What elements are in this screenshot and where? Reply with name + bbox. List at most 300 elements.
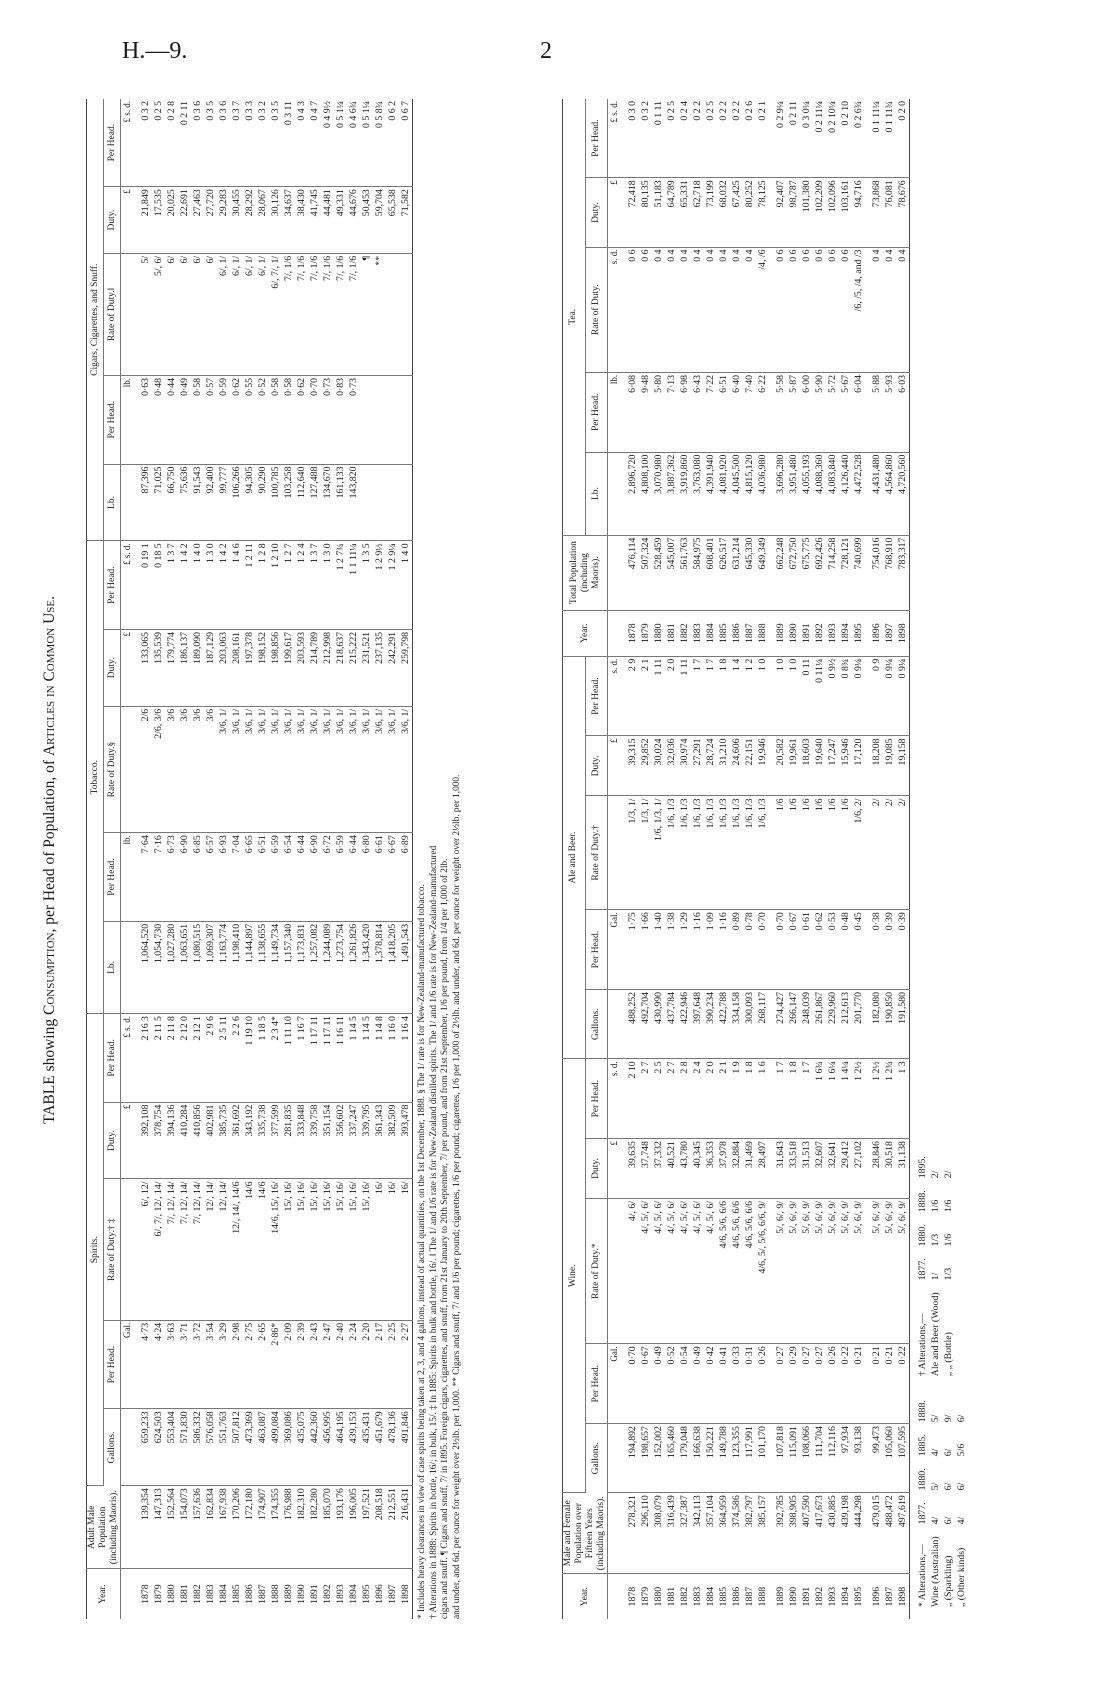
- table-cell: 15/, 16/: [282, 1179, 295, 1320]
- table-cell: 6/, 1/: [230, 253, 243, 375]
- table-cell: 430,990: [652, 989, 665, 1058]
- col-header: Duty.: [104, 629, 121, 706]
- table-cell: 0·22: [839, 1344, 852, 1424]
- fn-row: [942, 1150, 955, 1382]
- table-cell: 6·43: [691, 372, 704, 452]
- table-cell: 435,075: [295, 1409, 308, 1486]
- table-cell: 78,125: [756, 178, 769, 247]
- table-cell: 6/: [178, 253, 191, 375]
- table-cell: 1 0: [787, 656, 800, 736]
- table-cell: 0·49: [691, 1344, 704, 1424]
- table-cell: 692,426: [813, 535, 826, 610]
- table-cell: 7·40: [743, 372, 756, 452]
- table-cell: 16/: [386, 1179, 399, 1320]
- table-cell: 6·40: [730, 372, 743, 452]
- table-row: [204, 99, 217, 1619]
- table-cell: 1 2: [743, 656, 756, 736]
- table-cell: 15/, 16/: [308, 1179, 321, 1320]
- table-cell: 18,603: [800, 736, 813, 796]
- table-cell: 0·48: [152, 375, 165, 464]
- table-cell: 3/6: [178, 706, 191, 832]
- table-cell: 626,517: [717, 535, 730, 610]
- table-cell: 197,521: [360, 1486, 373, 1569]
- table-cell: 1 4 6: [230, 541, 243, 630]
- table-cell: 394,136: [165, 1102, 178, 1179]
- table-cell: 0 9¼: [883, 656, 896, 736]
- table-cell: 0 4: [704, 247, 717, 372]
- table-cell: 135,539: [152, 629, 165, 706]
- col-header: Duty.: [585, 736, 608, 796]
- spirits-tobacco-cigars-table: [86, 99, 413, 1619]
- table-cell: 7/, 12/, 14/: [178, 1179, 191, 1320]
- table-cell: 728,121: [839, 535, 852, 610]
- table-cell: 0·45: [852, 910, 865, 990]
- table-cell: 1896: [865, 610, 883, 656]
- table-cell: 422,946: [678, 989, 691, 1058]
- table-cell: 106,266: [230, 464, 243, 541]
- table-cell: 4/6, 5/, 5/6, 6/6, 9/: [756, 1199, 769, 1344]
- table-cell: 73,868: [865, 178, 883, 247]
- table-cell: 2 2 6: [230, 1014, 243, 1103]
- table-cell: 1879: [640, 1586, 651, 1607]
- table-cell: 2·86*: [269, 1320, 282, 1409]
- table-cell: 5·67: [839, 372, 852, 452]
- unit-cell: [121, 921, 135, 1013]
- table-cell: 0 3 5: [204, 99, 217, 187]
- table-cell: 37,748: [639, 1139, 652, 1199]
- table-cell: 0 6: [839, 247, 852, 372]
- table-cell: 0 2 11: [178, 99, 191, 187]
- table-cell: 4,720,560: [896, 452, 910, 535]
- table-cell: 1,027,280: [165, 921, 178, 1013]
- table-cell: 71,582: [399, 187, 413, 254]
- table-cell: 410,284: [178, 1102, 191, 1179]
- table-cell: 111,704: [813, 1424, 826, 1493]
- table-cell: 21,849: [134, 187, 152, 254]
- table-cell: 1 0: [769, 656, 787, 736]
- table-cell: 1894: [839, 610, 852, 656]
- table-cell: 1896: [374, 1584, 385, 1604]
- table-cell: 1 3 0: [321, 541, 334, 630]
- table-cell: 0 4 9½: [321, 99, 334, 187]
- unit-cell: [608, 535, 622, 610]
- table-cell: 174,355: [269, 1486, 282, 1569]
- table-cell: 0 3 0: [621, 99, 639, 178]
- table-cell: 1 2 7: [282, 541, 295, 630]
- table-cell: 3,070,980: [652, 452, 665, 535]
- table-cell: 0 4: [717, 247, 730, 372]
- table-cell: 507,812: [230, 1409, 243, 1486]
- table-cell: 1 16 0: [386, 1014, 399, 1103]
- table-cell: 1 2 4: [295, 541, 308, 630]
- table-cell: 0 2 5: [665, 99, 678, 178]
- table-cell: 7·04: [230, 833, 243, 922]
- table-cell: 1890: [788, 1586, 799, 1607]
- table-cell: 714,258: [826, 535, 839, 610]
- table-cell: 1,054,730: [152, 921, 165, 1013]
- table-cell: 5·93: [883, 372, 896, 452]
- table-cell: 364,959: [717, 1493, 730, 1574]
- table-cell: 1/6: [839, 796, 852, 910]
- table-cell: 3,696,280: [769, 452, 787, 535]
- table-cell: 7/, 1/6: [347, 253, 360, 375]
- table-cell: 196,005: [347, 1486, 360, 1569]
- table-cell: 499,084: [269, 1409, 282, 1486]
- table-cell: 274,427: [769, 989, 787, 1058]
- table-cell: 64,789: [665, 178, 678, 247]
- table-cell: 1894: [348, 1584, 359, 1604]
- table-cell: 1 8: [717, 656, 730, 736]
- table-cell: 335,738: [256, 1102, 269, 1179]
- table-cell: 19,961: [787, 736, 800, 796]
- table-cell: 103,258: [282, 464, 295, 541]
- table-cell: 154,073: [178, 1486, 191, 1569]
- table-cell: 507,324: [639, 535, 652, 610]
- table-cell: 103,161: [839, 178, 852, 247]
- table-cell: 1 6: [756, 1059, 769, 1139]
- col-header: Rate of Duty.*: [585, 1199, 608, 1344]
- table-cell: 343,192: [243, 1102, 256, 1179]
- table-cell: 1881: [179, 1584, 190, 1604]
- table-cell: 152,002: [652, 1424, 665, 1493]
- table-cell: 0 3 2: [134, 99, 152, 187]
- table-cell: 4,472,528: [852, 452, 865, 535]
- table-cell: 2·40: [334, 1320, 347, 1409]
- table-cell: 30,518: [883, 1139, 896, 1199]
- table-cell: 1 3 7: [165, 541, 178, 630]
- table-cell: 439,198: [839, 1493, 852, 1574]
- table-cell: [386, 253, 399, 375]
- table-cell: 29,283: [217, 187, 230, 254]
- table-cell: 0 2 2: [691, 99, 704, 178]
- unit-cell: £: [121, 1102, 135, 1179]
- table-cell: 198,152: [256, 629, 269, 706]
- table-cell: 0·33: [730, 1344, 743, 1424]
- table-cell: 7·16: [152, 833, 165, 922]
- table-cell: 28,846: [865, 1139, 883, 1199]
- fn-value: 2/: [943, 1170, 954, 1179]
- table-cell: 15/, 16/: [334, 1179, 347, 1320]
- table-cell: 51,183: [652, 178, 665, 247]
- table-cell: 382,509: [386, 1102, 399, 1179]
- table-cell: 0·78: [743, 910, 756, 990]
- table-cell: 91,543: [191, 464, 204, 541]
- table-cell: 182,080: [865, 989, 883, 1058]
- footnote-line: cigars and snuff. ¶ Cigars and snuff, 7/ in 1895. Foreign cigars, cigarettes, and snuff, from 21st January to 20th September, 7/ per pound, and from 21st September, 1/6 per pound, from 1/4 per 1,000 of 2lb.: [440, 858, 450, 1619]
- table-cell: 1·29: [678, 910, 691, 990]
- table-cell: 3/6, 1/: [243, 706, 256, 832]
- table-cell: 6/: [204, 253, 217, 375]
- table-cell: 754,016: [865, 535, 883, 610]
- table-cell: [360, 464, 373, 541]
- group-tobacco: Tobacco.: [87, 541, 104, 1014]
- table-cell: 7/, 12/, 14/: [191, 1179, 204, 1320]
- table-cell: 4/, 6/: [621, 1199, 639, 1344]
- table-cell: 361,343: [373, 1102, 386, 1179]
- table-cell: 0·70: [621, 1344, 639, 1424]
- table-row: [134, 99, 152, 1619]
- table-cell: 3/6, 1/: [269, 706, 282, 832]
- table-cell: 1·16: [691, 910, 704, 990]
- table-cell: 90,290: [256, 464, 269, 541]
- table-row: [386, 99, 399, 1619]
- table-cell: 6·85: [191, 833, 204, 922]
- unit-cell: Gal.: [121, 1320, 135, 1409]
- table-cell: 94,305: [243, 464, 256, 541]
- table-cell: 463,087: [256, 1409, 269, 1486]
- table-cell: 15,946: [839, 736, 852, 796]
- table-cell: 6·51: [256, 833, 269, 922]
- table-cell: 488,252: [621, 989, 639, 1058]
- table-cell: 39,635: [621, 1139, 639, 1199]
- table-cell: 4·73: [134, 1320, 152, 1409]
- table-cell: 1 4 0: [191, 541, 204, 630]
- table-cell: 1892: [814, 1586, 825, 1607]
- table-cell: 0 4: [678, 247, 691, 372]
- unit-cell: £ s. d.: [121, 1014, 135, 1103]
- table-cell: 191,580: [896, 989, 910, 1058]
- table-row: [704, 99, 717, 1619]
- table-cell: 5/, 6/, 9/: [769, 1199, 787, 1344]
- title-rest: , per Head of Population, of: [41, 759, 58, 933]
- fn-wine: [916, 1388, 968, 1619]
- table-cell: 102,096: [826, 178, 839, 247]
- table-cell: 14/6: [256, 1179, 269, 1320]
- fn-value: 6/: [943, 1516, 954, 1525]
- unit-cell: £: [608, 736, 622, 796]
- table-cell: 0 6: [621, 247, 639, 372]
- fn-year: 1880.: [917, 1468, 928, 1491]
- table-cell: 1 2 7¾: [334, 541, 347, 630]
- table-cell: 32,036: [665, 736, 678, 796]
- table-cell: 215,222: [347, 629, 360, 706]
- table-cell: 0·67: [787, 910, 800, 990]
- table-cell: 97,934: [839, 1424, 852, 1493]
- table-row: [321, 99, 334, 1619]
- table-cell: 0·70: [756, 910, 769, 990]
- table-cell: [373, 375, 386, 464]
- table-cell: 76,081: [883, 178, 896, 247]
- table-cell: 30,126: [269, 187, 282, 254]
- table-cell: 6·73: [165, 833, 178, 922]
- table-cell: 0 4 7: [308, 99, 321, 187]
- table-cell: 99,777: [217, 464, 230, 541]
- table-cell: 167,938: [217, 1486, 230, 1569]
- table-cell: 0·73: [347, 375, 360, 464]
- table-cell: 397,648: [691, 989, 704, 1058]
- table-row: [839, 99, 852, 1619]
- table-cell: 0 1 11¾: [883, 99, 896, 178]
- table-cell: 62,718: [691, 178, 704, 247]
- table-cell: 0·62: [230, 375, 243, 464]
- table-cell: 7/, 1/6: [282, 253, 295, 375]
- table-cell: 7·64: [134, 833, 152, 922]
- fn-value: 1/: [930, 1272, 941, 1281]
- col-header: Per Head.: [585, 910, 608, 990]
- table-cell: 1887: [257, 1584, 268, 1604]
- table-cell: 75,636: [178, 464, 191, 541]
- title-consumption: Consumption: [41, 932, 58, 1015]
- table-cell: 0·49: [652, 1344, 665, 1424]
- table-cell: 1893: [826, 610, 839, 656]
- table-cell: 1879: [153, 1584, 164, 1604]
- table-cell: 1,257,082: [308, 921, 321, 1013]
- table-cell: 2 8: [678, 1059, 691, 1139]
- table-cell: 28,497: [756, 1139, 769, 1199]
- unit-cell: [608, 1424, 622, 1493]
- table-cell: 161,133: [334, 464, 347, 541]
- col-header: Per Head.: [104, 99, 121, 187]
- fn-row-label: „ (Other kinds): [956, 1547, 967, 1607]
- table-cell: 5/, 6/, 9/: [800, 1199, 813, 1344]
- table-cell: 1897: [387, 1584, 398, 1604]
- table-cell: 6·00: [800, 372, 813, 452]
- table-cell: 39,315: [621, 736, 639, 796]
- table-cell: 268,117: [756, 989, 769, 1058]
- table-row: [691, 99, 704, 1619]
- fn-value: 6/: [943, 1482, 954, 1491]
- table-cell: 17,535: [152, 187, 165, 254]
- table-cell: 1/6: [813, 796, 826, 910]
- table-row: [717, 99, 730, 1619]
- unit-cell: £: [121, 187, 135, 254]
- table-cell: 1 8: [787, 1059, 800, 1139]
- table-cell: 478,136: [386, 1409, 399, 1486]
- table-row: [639, 99, 652, 1619]
- table-cell: 675,775: [800, 535, 813, 610]
- table-cell: 214,789: [308, 629, 321, 706]
- table-cell: 1/6: [826, 796, 839, 910]
- table-cell: 308,079: [652, 1493, 665, 1574]
- table-cell: 4/, 5/, 6/: [652, 1199, 665, 1344]
- col-population-over-fifteen: Male and Female Population over Fifteen Years (including Maoris).: [563, 1493, 608, 1574]
- table-cell: 0·21: [883, 1344, 896, 1424]
- table-cell: 5/, 6/, 9/: [839, 1199, 852, 1344]
- table-cell: 152,564: [165, 1486, 178, 1569]
- table-cell: 186,137: [178, 629, 191, 706]
- fn-label: * Alterations,—: [917, 1544, 928, 1607]
- table-cell: 1891: [800, 610, 813, 656]
- table-cell: 33,518: [787, 1139, 800, 1199]
- table-cell: 1 2 11: [243, 541, 256, 630]
- table-cell: 1 3 7: [308, 541, 321, 630]
- table-cell: 1889: [775, 1586, 786, 1607]
- wine-ale-tea-table: [562, 99, 910, 1619]
- fn-row: [929, 1394, 942, 1613]
- table-cell: 0·21: [852, 1344, 865, 1424]
- table-cell: 2,896,720: [621, 452, 639, 535]
- table-cell: 0 2 1: [756, 99, 769, 178]
- table-cell: 31,138: [896, 1139, 910, 1199]
- table-cell: 393,478: [399, 1102, 413, 1179]
- table-cell: 6/: [191, 253, 204, 375]
- table-cell: 20,025: [165, 187, 178, 254]
- table-cell: 0·61: [800, 910, 813, 990]
- table-cell: 1 17 11: [321, 1014, 334, 1103]
- table-cell: 3/6, 1/: [347, 706, 360, 832]
- table-cell: 31,513: [800, 1139, 813, 1199]
- table-cell: 1883: [205, 1584, 216, 1604]
- table-cell: 0 4: [665, 247, 678, 372]
- table-cell: 6/: [165, 253, 178, 375]
- table-cell: 6·54: [282, 833, 295, 922]
- table-cell: 208,518: [373, 1486, 386, 1569]
- table-cell: 28,724: [704, 736, 717, 796]
- table-cell: 7/, 1/6: [334, 253, 347, 375]
- table-cell: 3·29: [217, 1320, 230, 1409]
- table-cell: 571,830: [178, 1409, 191, 1486]
- fn-value: 1/3: [930, 1233, 941, 1247]
- table-cell: 2 4: [691, 1059, 704, 1139]
- table-cell: 1882: [678, 610, 691, 656]
- table-cell: 1889: [283, 1584, 294, 1604]
- table-cell: 28,292: [243, 187, 256, 254]
- table-cell: 1885: [231, 1584, 242, 1604]
- fn-value: 1/6: [930, 1199, 941, 1213]
- table-cell: 12/, 14/: [204, 1179, 217, 1320]
- table-cell: 1886: [244, 1584, 255, 1604]
- table-row: [347, 99, 360, 1619]
- table-cell: 528,459: [652, 535, 665, 610]
- table-cell: 27,463: [191, 187, 204, 254]
- table-cell: [399, 375, 413, 464]
- table-cell: 31,210: [717, 736, 730, 796]
- table-cell: 1,163,774: [217, 921, 230, 1013]
- table-cell: 1,491,543: [399, 921, 413, 1013]
- table-cell: 1·40: [652, 910, 665, 990]
- table-cell: 92,407: [769, 178, 787, 247]
- table-cell: 1/6, 1/3: [678, 796, 691, 910]
- table-cell: 334,158: [730, 989, 743, 1058]
- table-cell: 456,995: [321, 1409, 334, 1486]
- table-cell: 1896: [871, 1586, 882, 1607]
- table-cell: 3,951,480: [787, 452, 800, 535]
- table-cell: 3,919,860: [678, 452, 691, 535]
- table-cell: 123,355: [730, 1424, 743, 1493]
- table-cell: 0 2 10¼: [826, 99, 839, 178]
- table-cell: 374,586: [730, 1493, 743, 1574]
- table-cell: 32,607: [813, 1139, 826, 1199]
- col-header: Lb.: [104, 464, 121, 541]
- col-header: Rate of Duty.† ‡: [104, 1179, 121, 1320]
- table-cell: 0·27: [813, 1344, 826, 1424]
- table-row: [230, 99, 243, 1619]
- unit-cell: Gal.: [608, 1344, 622, 1424]
- table-cell: **: [373, 253, 386, 375]
- table-cell: 0·21: [865, 1344, 883, 1424]
- table-cell: 649,349: [756, 535, 769, 610]
- table-cell: 1/6, 1/3: [704, 796, 717, 910]
- col-header: Duty.: [104, 1102, 121, 1179]
- table-cell: 645,330: [743, 535, 756, 610]
- fn-value: 6/: [943, 1448, 954, 1457]
- unit-cell: £: [121, 629, 135, 706]
- table-cell: 1892: [813, 610, 826, 656]
- table-cell: 3/6, 1/: [334, 706, 347, 832]
- table-cell: 0 3 6: [191, 99, 204, 187]
- table-cell: 2/: [896, 796, 910, 910]
- table-cell: 1/6: [769, 796, 787, 910]
- table-cell: 0·52: [665, 1344, 678, 1424]
- table-cell: 1885: [718, 1586, 729, 1607]
- table-cell: 4/, 5/, 6/: [665, 1199, 678, 1344]
- table-cell: 5·88: [865, 372, 883, 452]
- table-cell: 157,636: [191, 1486, 204, 1569]
- table-cell: 1881: [665, 610, 678, 656]
- table-cell: 0·70: [308, 375, 321, 464]
- unit-cell: [608, 610, 622, 656]
- table-cell: 1·66: [639, 910, 652, 990]
